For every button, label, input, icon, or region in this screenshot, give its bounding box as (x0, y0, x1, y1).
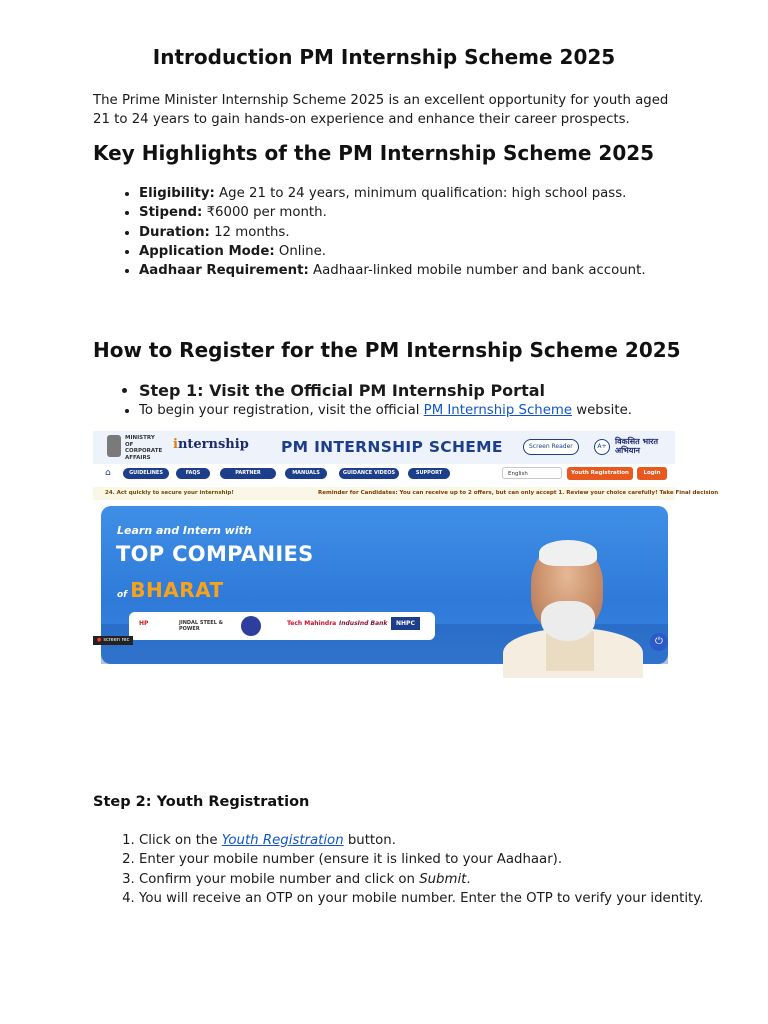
item-text: ₹6000 per month. (202, 205, 327, 221)
step1-pre: To begin your registration, visit the official (139, 403, 424, 418)
person-hair (539, 540, 597, 566)
banner-line3 (117, 578, 224, 602)
logo-text: nternship (177, 437, 249, 452)
ticker-right: Reminder for Candidates: You can receive up to 2 offers, but can only accept 1. Review your choice carefully! Take Final decision (318, 490, 719, 496)
list-item (139, 889, 709, 908)
ministry-label: MINISTRY OF CORPORATE AFFAIRS (125, 435, 163, 461)
pm-internship-scheme-link[interactable]: PM Internship Scheme (423, 403, 573, 418)
step1-instruction (139, 401, 709, 421)
list-item (139, 242, 699, 261)
intro-paragraph: The Prime Minister Internship Scheme 2025 is an excellent opportunity for youth aged 21 to 24 years to gain hands-on experience and enhance their career prospects. (93, 93, 669, 127)
banner-line2: TOP COMPANIES (116, 542, 314, 566)
portal-header (93, 431, 675, 464)
list-item (139, 850, 709, 869)
tech-mahindra-logo: Tech Mahindra (287, 620, 337, 627)
highlights-heading: Key Highlights of the PM Internship Scheme 2025 (93, 141, 655, 165)
banner-of: of (117, 590, 131, 600)
jindal-logo: JINDAL STEEL & POWER (179, 620, 223, 632)
company-logos-strip (129, 612, 435, 640)
internship-logo (173, 437, 249, 452)
submit-term: Submit (419, 871, 467, 887)
accessibility-icon: ⏻ (650, 633, 668, 651)
indusind-logo: IndusInd Bank (339, 620, 388, 627)
nav-partner-companies: PARTNER COMPANIES (220, 468, 276, 479)
nav-support: SUPPORT (408, 468, 450, 479)
list-item (139, 203, 699, 222)
portal-screenshot (93, 431, 719, 664)
youth-registration-link[interactable]: Youth Registration (221, 833, 344, 848)
item-text: 12 months. (209, 224, 290, 240)
portal-title: PM INTERNSHIP SCHEME (281, 438, 503, 456)
list-item (139, 223, 699, 242)
portal-navbar (93, 464, 675, 487)
step-text: Enter your mobile number (ensure it is linked to your Aadhaar). (139, 852, 563, 868)
announcement-ticker (93, 487, 719, 500)
login-button: Login (637, 467, 667, 480)
item-label: Duration: (139, 224, 210, 240)
highlights-list (93, 184, 699, 280)
item-text: Online. (274, 243, 327, 259)
step1-list (93, 381, 709, 421)
list-item (139, 261, 699, 280)
item-text: Age 21 to 24 years, minimum qualification: high school pass. (214, 186, 627, 201)
text-size-button: A+ (594, 439, 610, 455)
item-text: Aadhaar-linked mobile number and bank account. (308, 263, 646, 279)
step-text: Click on the (139, 833, 222, 848)
step1-title: • Step 1: Visit the Official PM Internship Portal (139, 381, 709, 401)
nav-guidance-videos: GUIDANCE VIDEOS (339, 468, 399, 479)
page-title: Introduction PM Internship Scheme 2025 (152, 45, 616, 69)
screen-rec-badge: ● screen rec (93, 636, 133, 645)
home-icon: ⌂ (105, 468, 111, 478)
banner-line1: Learn and Intern with (117, 524, 252, 537)
step-text: button. (343, 833, 396, 848)
step-text: . (466, 871, 471, 887)
register-heading: How to Register for the PM Internship Scheme 2025 (93, 338, 681, 362)
screen-reader-button: Screen Reader (523, 439, 579, 455)
ticker-left: 24. Act quickly to secure your internship! (105, 490, 234, 496)
step-text: Confirm your mobile number and click on (139, 871, 420, 887)
nav-faqs: FAQS (176, 468, 210, 479)
list-item (139, 831, 709, 850)
step2-heading: Step 2: Youth Registration (93, 794, 310, 810)
nav-manuals: MANUALS (285, 468, 327, 479)
banner-bharat: BHARAT (130, 578, 224, 602)
company-emblem-icon (241, 616, 261, 636)
nav-guidelines: GUIDELINES (123, 468, 169, 479)
step1-post: website. (572, 403, 632, 418)
hp-logo: HP (139, 620, 149, 627)
nhpc-logo: NHPC (391, 617, 420, 630)
hero-banner (101, 506, 668, 664)
list-item (139, 870, 709, 889)
viksit-bharat-logo: विकसित भारत अभियान (615, 437, 659, 455)
item-label: Application Mode: (139, 243, 275, 259)
language-select: English (502, 467, 562, 479)
step-text: You will receive an OTP on your mobile number. Enter the OTP to verify your identity. (139, 890, 704, 906)
youth-registration-button: Youth Registration (567, 467, 633, 480)
step2-list (93, 831, 709, 908)
item-label: Aadhaar Requirement: (139, 263, 309, 279)
person-beard (541, 601, 595, 641)
item-label: Stipend: (139, 205, 203, 221)
item-label: Eligibility: (139, 186, 215, 201)
list-item (139, 184, 699, 203)
logo-i: i (173, 437, 178, 452)
national-emblem-icon (107, 435, 121, 457)
